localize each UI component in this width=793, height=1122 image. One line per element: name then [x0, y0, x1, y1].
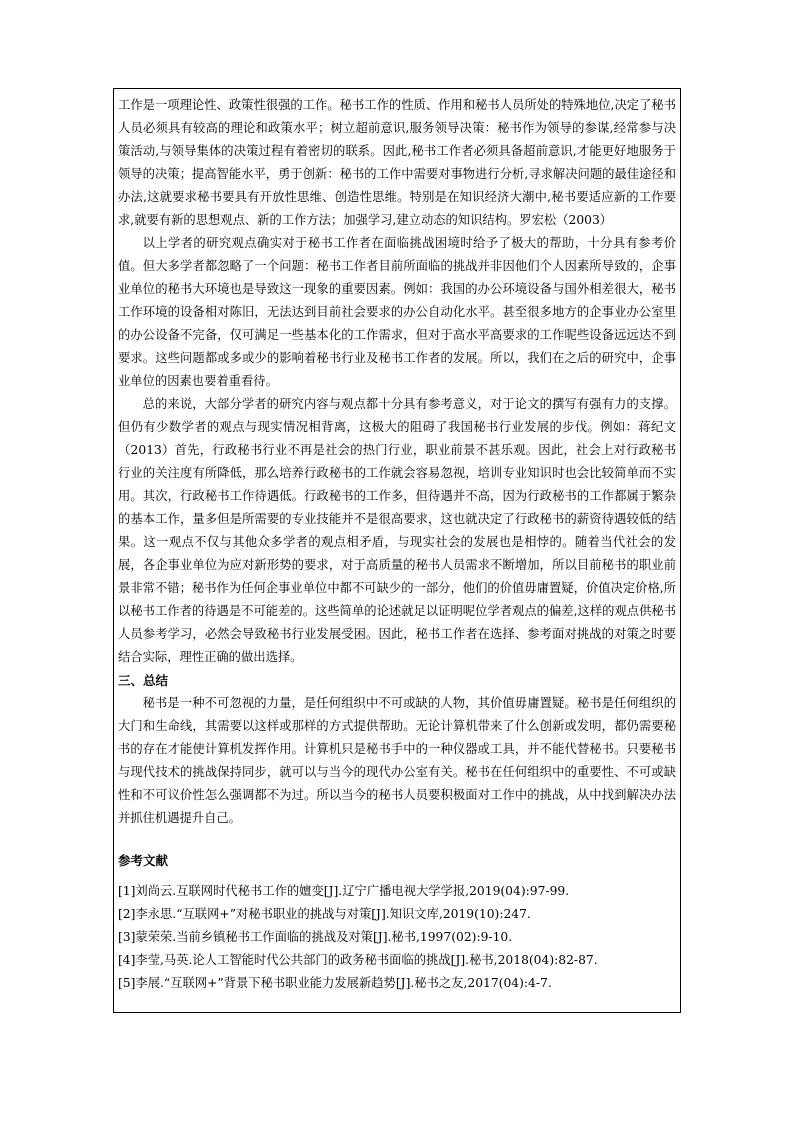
- body-paragraph-3: 总的来说，大部分学者的研究内容与观点都十分具有参考意义，对于论文的撰写有强有力的支撑。但仍有少数学者的观点与现实情况相背离，这极大的阻碍了我国秘书行业发展的步伐。例如：蒋纪文（2013）首先，行政秘书行业不再是社会的热门行业，职业前景不甚乐观。因此，社会上对行政秘书行业的关注度有所降低，那么培养行政秘书的工作就会容易忽视，培训专业知识时也会比较简单而不实用。其次，行政秘书工作待遇低。行政秘书的工作多，但待遇并不高，因为行政秘书的工作都属于繁杂的基本工作，量多但是所需要的专业技能并不是很高要求，这也就决定了行政秘书的薪资待遇较低的结果。这一观点不仅与其他众多学者的观点相矛盾，与现实社会的发展也是相悖的。随着当代社会的发展，各企事业单位为应对新形势的要求，对于高质量的秘书人员需求不断增加，所以目前秘书的职业前景非常不错；秘书作为任何企事业单位中都不可缺少的一部分，他们的价值毋庸置疑，价值决定价格,所以秘书工作者的待遇是不可能差的。这些简单的论述就足以证明呢位学者观点的偏差,这样的观点供秘书人员参考学习，必然会导致秘书行业发展受困。因此，秘书工作者在选择、参考面对挑战的对策之时要结合实际，理性正确的做出选择。: [118, 397, 676, 664]
- body-paragraph-2: 以上学者的研究观点确实对于秘书工作者在面临挑战困境时给予了极大的帮助，十分具有参考价值。但大多学者都忽略了一个问题：秘书工作者目前所面临的挑战并非因他们个人因素所导致的，企事业单位的秘书大环境也是导致这一现象的重要因素。例如：我国的办公环境设备与国外相差很大，秘书工作环境的设备相对陈旧，无法达到目前社会要求的办公自动化水平。甚至很多地方的企事业办公室里的办公设备不完备，仅可满足一些基本化的工作需求，但对于高水平高要求的工作呢些设备远远达不到要求。这些问题都或多或少的影响着秘书行业及秘书工作者的发展。所以，我们在之后的研究中，企事业单位的因素也要着重看待。: [118, 236, 676, 388]
- summary-paragraph: 秘书是一种不可忽视的力量，是任何组织中不可或缺的人物，其价值毋庸置疑。秘书是任何组织的大门和生命线，其需要以这样或那样的方式提供帮助。无论计算机带来了什么创新或发明，都仍需要秘书的存在才能使计算机发挥作用。计算机只是秘书手中的一种仪器或工具，并不能代替秘书。只要秘书与现代技术的挑战保持同步，就可以与当今的现代办公室有关。秘书在任何组织中的重要性、不可或缺性和不可议价性怎么强调都不为过。所以当今的秘书人员要积极面对工作中的挑战，从中找到解决办法并抓住机遇提升自己。: [118, 696, 676, 825]
- reference-item: [1]刘尚云.互联网时代秘书工作的嬗变[J].辽宁广播电视大学学报,2019(04):97-99.: [118, 884, 570, 898]
- body-paragraph-1: 工作是一项理论性、政策性很强的工作。秘书工作的性质、作用和秘书人员所处的特殊地位,决定了秘书人员必须具有较高的理论和政策水平；树立超前意识,服务领导决策：秘书作为领导的参谋,经常参与决策活动,与领导集体的决策过程有着密切的联系。因此,秘书工作者必须具备超前意识,才能更好地服务于领导的决策；提高智能水平，勇于创新：秘书的工作中需要对事物进行分析,寻求解决问题的最佳途径和办法,这就要求秘书要具有开放性思维、创造性思维。特别是在知识经济大潮中,秘书要适应新的工作要求,就要有新的思想观点、新的工作方法；加强学习,建立动态的知识结构。罗宏松（2003）: [118, 98, 676, 227]
- reference-item: [3]蒙荣荣.当前乡镇秘书工作面临的挑战及对策[J].秘书,1997(02):9-10.: [118, 930, 513, 944]
- references-list: [118, 880, 676, 995]
- reference-item: [2]李永思.“互联网+”对秘书职业的挑战与对策[J].知识文库,2019(10):247.: [118, 907, 531, 921]
- section-heading-summary: 三、总结: [118, 673, 169, 688]
- document-body: [118, 94, 676, 995]
- reference-item: [5]李展.“互联网+”背景下秘书职业能力发展新趋势[J].秘书之友,2017(04):4-7.: [118, 976, 552, 990]
- reference-item: [4]李莹,马英.论人工智能时代公共部门的政务秘书面临的挑战[J].秘书,2018(04):82-87.: [118, 953, 598, 967]
- references-heading: 参考文献: [118, 853, 169, 868]
